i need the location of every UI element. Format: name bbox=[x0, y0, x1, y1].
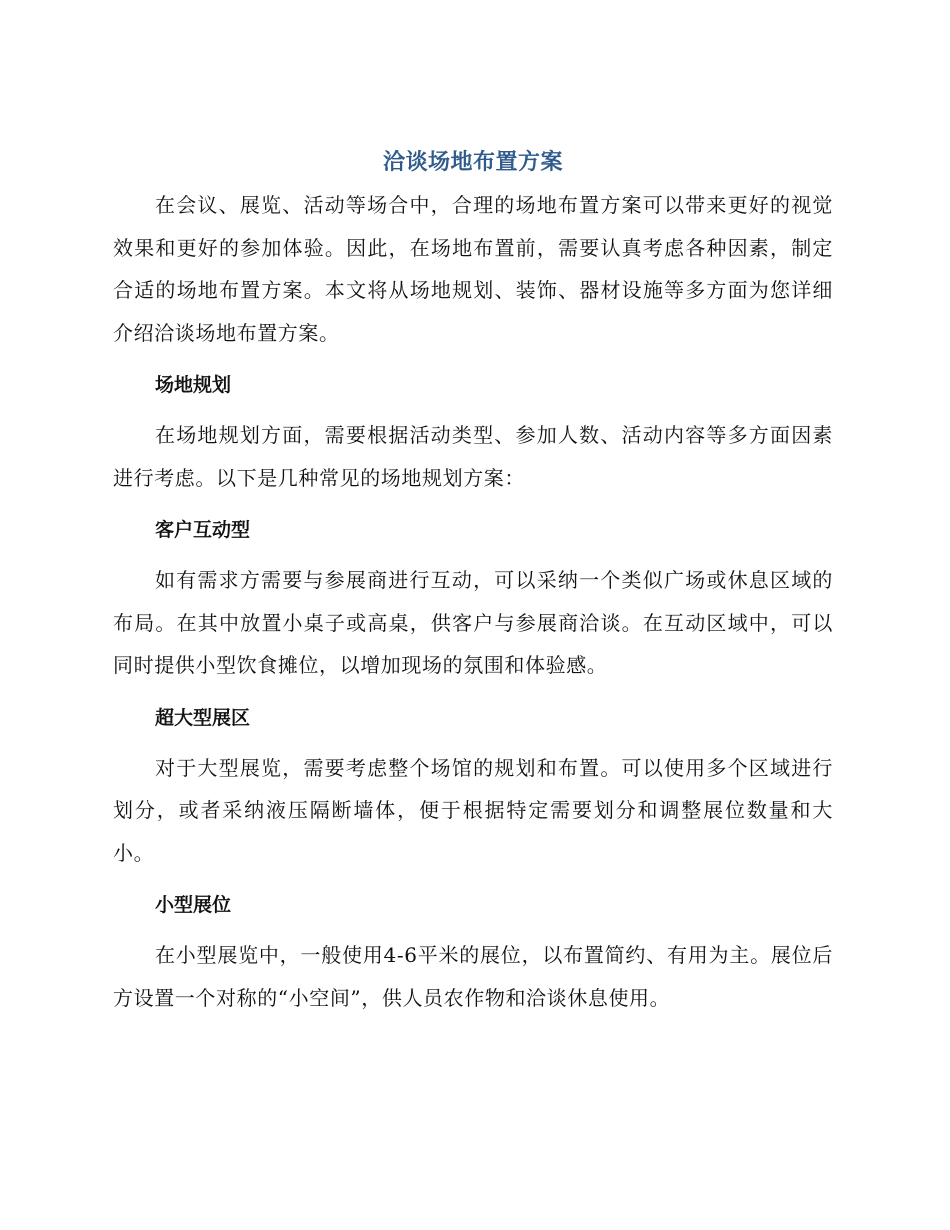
intro-paragraph: 在会议、展览、活动等场合中，合理的场地布置方案可以带来更好的视觉效果和更好的参加体验。因此，在场地布置前，需要认真考虑各种因素，制定合适的场地布置方案。本文将从场地规划、装饰、器材设施等多方面为您详细介绍洽谈场地布置方案。 bbox=[113, 193, 833, 345]
section-heading-large-exhibition: 超大型展区 bbox=[155, 706, 251, 729]
section-body-large-exhibition: 对于大型展览，需要考虑整个场馆的规划和布置。可以使用多个区域进行划分，或者采纳液压隔断墙体，便于根据特定需要划分和调整展位数量和大小。 bbox=[113, 755, 833, 865]
section-body-customer-interaction: 如有需求方需要与参展商进行互动，可以采纳一个类似广场或休息区域的布局。在其中放置小桌子或高桌，供客户与参展商洽谈。在互动区域中，可以同时提供小型饮食摊位，以增加现场的氛围和体验感。 bbox=[113, 568, 833, 677]
section-body-site-planning: 在场地规划方面，需要根据活动类型、参加人数、活动内容等多方面因素进行考虑。以下是几种常见的场地规划方案： bbox=[113, 423, 833, 490]
document-page bbox=[113, 142, 833, 1019]
section-heading-site-planning: 场地规划 bbox=[155, 374, 232, 396]
section-body-small-booth: 在小型展览中，一般使用4-6平米的展位，以布置简约、有用为主。展位后方设置一个对称的“小空间”，供人员农作物和洽谈休息使用。 bbox=[113, 943, 833, 1010]
document-title: 洽谈场地布置方案 bbox=[382, 150, 563, 175]
section-heading-small-booth: 小型展位 bbox=[155, 894, 232, 916]
section-heading-customer-interaction: 客户互动型 bbox=[155, 519, 251, 541]
